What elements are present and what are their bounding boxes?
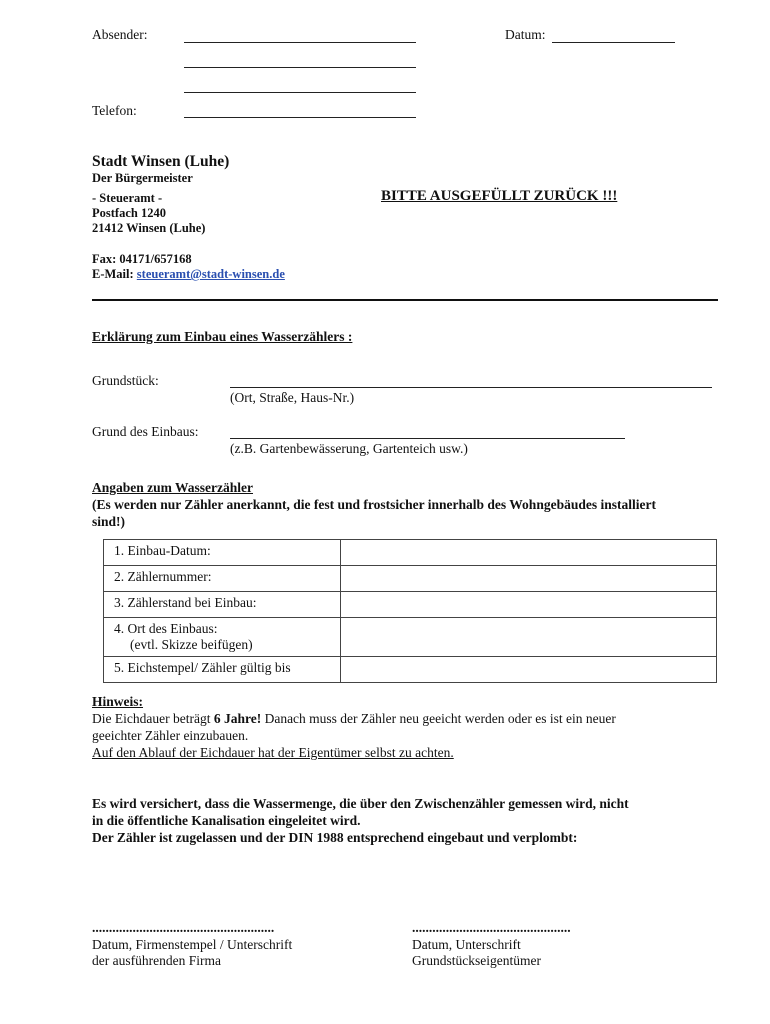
declaration-line-1: Es wird versichert, dass die Wassermenge, die über den Zwischenzähler gemessen wird, nicht [92, 796, 629, 811]
meter-section-heading: Angaben zum Wasserzähler [92, 480, 253, 495]
row-label: 1. Einbau-Datum: [104, 540, 341, 566]
row-label: 4. Ort des Einbaus: [114, 621, 218, 636]
signature-line-owner[interactable]: ............................................... [412, 920, 571, 935]
signature-caption-company-1: Datum, Firmenstempel / Unterschrift [92, 937, 293, 952]
signature-caption-owner-2: Grundstückseigentümer [412, 953, 541, 968]
authority-fax: Fax: 04171/657168 [92, 252, 192, 266]
form-title: Erklärung zum Einbau eines Wasserzählers : [92, 329, 353, 344]
sender-line-1[interactable] [184, 42, 416, 43]
notice-text-before: Die Eichdauer beträgt [92, 711, 214, 726]
table-row [104, 592, 717, 618]
zaehlerstand-field[interactable] [341, 592, 717, 618]
row-label: 5. Eichstempel/ Zähler gültig bis [104, 657, 341, 683]
property-line[interactable] [230, 387, 712, 388]
row-label: 2. Zählernummer: [104, 566, 341, 592]
notice-line-2: geeichter Zähler einzubauen. [92, 728, 249, 743]
return-notice: BITTE AUSGEFÜLLT ZURÜCK !!! [381, 188, 618, 204]
ort-des-einbaus-field[interactable] [341, 618, 717, 657]
property-hint: (Ort, Straße, Haus-Nr.) [230, 390, 355, 405]
signature-line-company[interactable]: ...................................................... [92, 920, 275, 935]
row-label-group [104, 618, 341, 657]
date-label: Datum: [505, 27, 546, 42]
authority-office: Der Bürgermeister [92, 171, 193, 185]
declaration-line-2: in die öffentliche Kanalisation eingeleitet wird. [92, 813, 361, 828]
row-label: 3. Zählerstand bei Einbau: [104, 592, 341, 618]
authority-postal: 21412 Winsen (Luhe) [92, 221, 206, 235]
notice-heading: Hinweis: [92, 694, 144, 709]
email-link[interactable]: steueramt@stadt-winsen.de [136, 267, 285, 281]
header-divider [92, 299, 718, 301]
notice-bold: 6 Jahre! [213, 711, 262, 726]
sender-label: Absender: [92, 27, 148, 42]
table-row [104, 618, 717, 657]
table-row [104, 540, 717, 566]
reason-label: Grund des Einbaus: [92, 424, 199, 439]
reason-hint: (z.B. Gartenbewässerung, Gartenteich usw.) [230, 441, 468, 456]
authority-email-row [92, 267, 285, 282]
authority-pobox: Postfach 1240 [92, 206, 166, 220]
notice-line-1 [92, 711, 616, 727]
einbau-datum-field[interactable] [341, 540, 717, 566]
signature-caption-owner-1: Datum, Unterschrift [412, 937, 521, 952]
meter-section-note: (Es werden nur Zähler anerkannt, die fest und frostsicher innerhalb des Wohngebäudes installiert sind!) [92, 497, 656, 529]
date-line[interactable] [552, 42, 675, 43]
authority-city: Stadt Winsen (Luhe) [92, 153, 230, 170]
notice-underlined: Auf den Ablauf der Eichdauer hat der Eigentümer selbst zu achten. [92, 745, 454, 760]
table-row [104, 566, 717, 592]
sender-line-3[interactable] [184, 92, 416, 93]
reason-line[interactable] [230, 438, 625, 439]
sender-line-2[interactable] [184, 67, 416, 68]
notice-text-after: Danach muss der Zähler neu geeicht werden oder es ist ein neuer [261, 711, 616, 726]
property-label: Grundstück: [92, 373, 159, 388]
phone-label: Telefon: [92, 103, 137, 118]
eichstempel-field[interactable] [341, 657, 717, 683]
authority-department: - Steueramt - [92, 191, 163, 205]
row-sublabel: (evtl. Skizze beifügen) [130, 637, 253, 652]
meter-table [103, 539, 717, 683]
table-row [104, 657, 717, 683]
declaration-line-3: Der Zähler ist zugelassen und der DIN 1988 entsprechend eingebaut und verplombt: [92, 830, 578, 845]
zaehlernummer-field[interactable] [341, 566, 717, 592]
signature-caption-company-2: der ausführenden Firma [92, 953, 221, 968]
email-label: E-Mail: [92, 267, 134, 281]
phone-line[interactable] [184, 117, 416, 118]
